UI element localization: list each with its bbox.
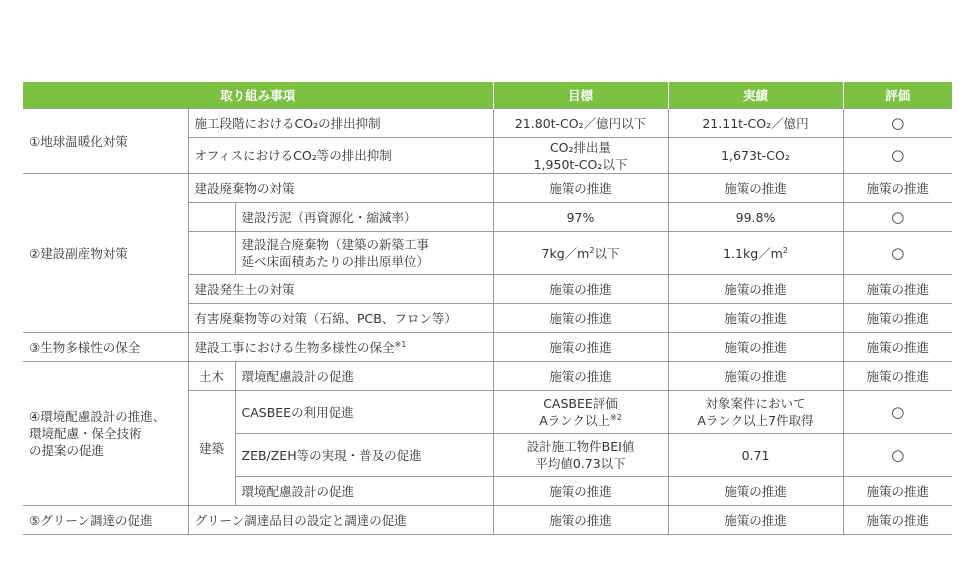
target-suffix: 以下 bbox=[594, 245, 620, 261]
evaluation-cell: 施策の推進 bbox=[843, 174, 952, 203]
result-superscript: 2 bbox=[782, 245, 788, 255]
evaluation-cell: 施策の推進 bbox=[843, 275, 952, 304]
header-result: 実績 bbox=[668, 82, 843, 109]
item-cell: 建設発生土の対策 bbox=[188, 275, 493, 304]
target-cell: 施策の推進 bbox=[493, 506, 668, 535]
result-cell bbox=[668, 232, 843, 275]
evaluation-cell: 施策の推進 bbox=[843, 333, 952, 362]
target-cell bbox=[493, 391, 668, 434]
target-cell: 施策の推進 bbox=[493, 304, 668, 333]
evaluation-cell: 施策の推進 bbox=[843, 506, 952, 535]
footnote-mark: ※1 bbox=[394, 339, 407, 349]
target-value: CASBEE評価 Aランク以上 bbox=[539, 396, 618, 428]
header-evaluation: 評価 bbox=[843, 82, 952, 109]
target-cell: 施策の推進 bbox=[493, 477, 668, 506]
environment-initiatives-table bbox=[23, 82, 952, 535]
target-cell: 21.80t-CO₂／億円以下 bbox=[493, 109, 668, 138]
target-cell: 施策の推進 bbox=[493, 275, 668, 304]
evaluation-mark: ○ bbox=[843, 434, 952, 477]
target-value: 7kg／m bbox=[541, 245, 590, 261]
result-cell: 施策の推進 bbox=[668, 477, 843, 506]
evaluation-mark: ○ bbox=[843, 138, 952, 174]
result-cell: 施策の推進 bbox=[668, 333, 843, 362]
section-title: ⑤グリーン調達の促進 bbox=[23, 506, 188, 535]
result-cell: 1,673t-CO₂ bbox=[668, 138, 843, 174]
result-cell: 21.11t-CO₂／億円 bbox=[668, 109, 843, 138]
header-target: 目標 bbox=[493, 82, 668, 109]
item-cell: 建設混合廃棄物（建築の新築工事 延べ床面積あたりの排出原単位） bbox=[235, 232, 493, 275]
item-cell: ZEB/ZEH等の実現・普及の促進 bbox=[235, 434, 493, 477]
result-cell: 0.71 bbox=[668, 434, 843, 477]
result-cell: 対象案件において Aランク以上7件取得 bbox=[668, 391, 843, 434]
footnote-mark: ※2 bbox=[610, 412, 622, 422]
item-cell: グリーン調達品目の設定と調達の促進 bbox=[188, 506, 493, 535]
item-cell: 有害廃棄物等の対策（石綿、PCB、フロン等） bbox=[188, 304, 493, 333]
table-row bbox=[23, 174, 952, 203]
section-title: ④環境配慮設計の推進、 環境配慮・保全技術 の提案の促進 bbox=[23, 362, 188, 506]
result-cell: 施策の推進 bbox=[668, 275, 843, 304]
evaluation-mark: ○ bbox=[843, 391, 952, 434]
evaluation-cell: 施策の推進 bbox=[843, 362, 952, 391]
target-cell bbox=[493, 232, 668, 275]
item-cell: CASBEEの利用促進 bbox=[235, 391, 493, 434]
evaluation-cell: 施策の推進 bbox=[843, 477, 952, 506]
indent-cell bbox=[188, 232, 235, 275]
evaluation-mark: ○ bbox=[843, 203, 952, 232]
item-cell: 施工段階におけるCO₂の排出抑制 bbox=[188, 109, 493, 138]
result-cell: 99.8% bbox=[668, 203, 843, 232]
table-row bbox=[23, 362, 952, 391]
item-cell: オフィスにおけるCO₂等の排出抑制 bbox=[188, 138, 493, 174]
table-row bbox=[23, 333, 952, 362]
evaluation-mark: ○ bbox=[843, 232, 952, 275]
result-cell: 施策の推進 bbox=[668, 174, 843, 203]
item-cell: 環境配慮設計の促進 bbox=[235, 477, 493, 506]
target-cell: 施策の推進 bbox=[493, 362, 668, 391]
item-text: 建設工事における生物多様性の保全 bbox=[194, 339, 395, 355]
result-cell: 施策の推進 bbox=[668, 304, 843, 333]
target-superscript: 2 bbox=[589, 245, 595, 255]
result-cell: 施策の推進 bbox=[668, 362, 843, 391]
item-cell: 建設廃棄物の対策 bbox=[188, 174, 493, 203]
target-cell: 97% bbox=[493, 203, 668, 232]
indent-cell bbox=[188, 203, 235, 232]
section-title: ③生物多様性の保全 bbox=[23, 333, 188, 362]
section-title: ②建設副産物対策 bbox=[23, 174, 188, 333]
item-cell: 環境配慮設計の促進 bbox=[235, 362, 493, 391]
result-value: 1.1kg／m bbox=[723, 245, 783, 261]
result-cell: 施策の推進 bbox=[668, 506, 843, 535]
evaluation-mark: ○ bbox=[843, 109, 952, 138]
table-row bbox=[23, 109, 952, 138]
target-cell: 設計施工物件BEI値 平均値0.73以下 bbox=[493, 434, 668, 477]
sub-category-architecture: 建築 bbox=[188, 391, 235, 506]
target-cell: CO₂排出量 1,950t-CO₂以下 bbox=[493, 138, 668, 174]
target-cell: 施策の推進 bbox=[493, 174, 668, 203]
item-cell bbox=[188, 333, 493, 362]
target-cell: 施策の推進 bbox=[493, 333, 668, 362]
header-item: 取り組み事項 bbox=[23, 82, 493, 109]
evaluation-cell: 施策の推進 bbox=[843, 304, 952, 333]
item-cell: 建設汚泥（再資源化・縮減率） bbox=[235, 203, 493, 232]
section-title: ①地球温暖化対策 bbox=[23, 109, 188, 174]
table-row bbox=[23, 506, 952, 535]
header-row bbox=[23, 82, 952, 109]
sub-category-civil: 土木 bbox=[188, 362, 235, 391]
